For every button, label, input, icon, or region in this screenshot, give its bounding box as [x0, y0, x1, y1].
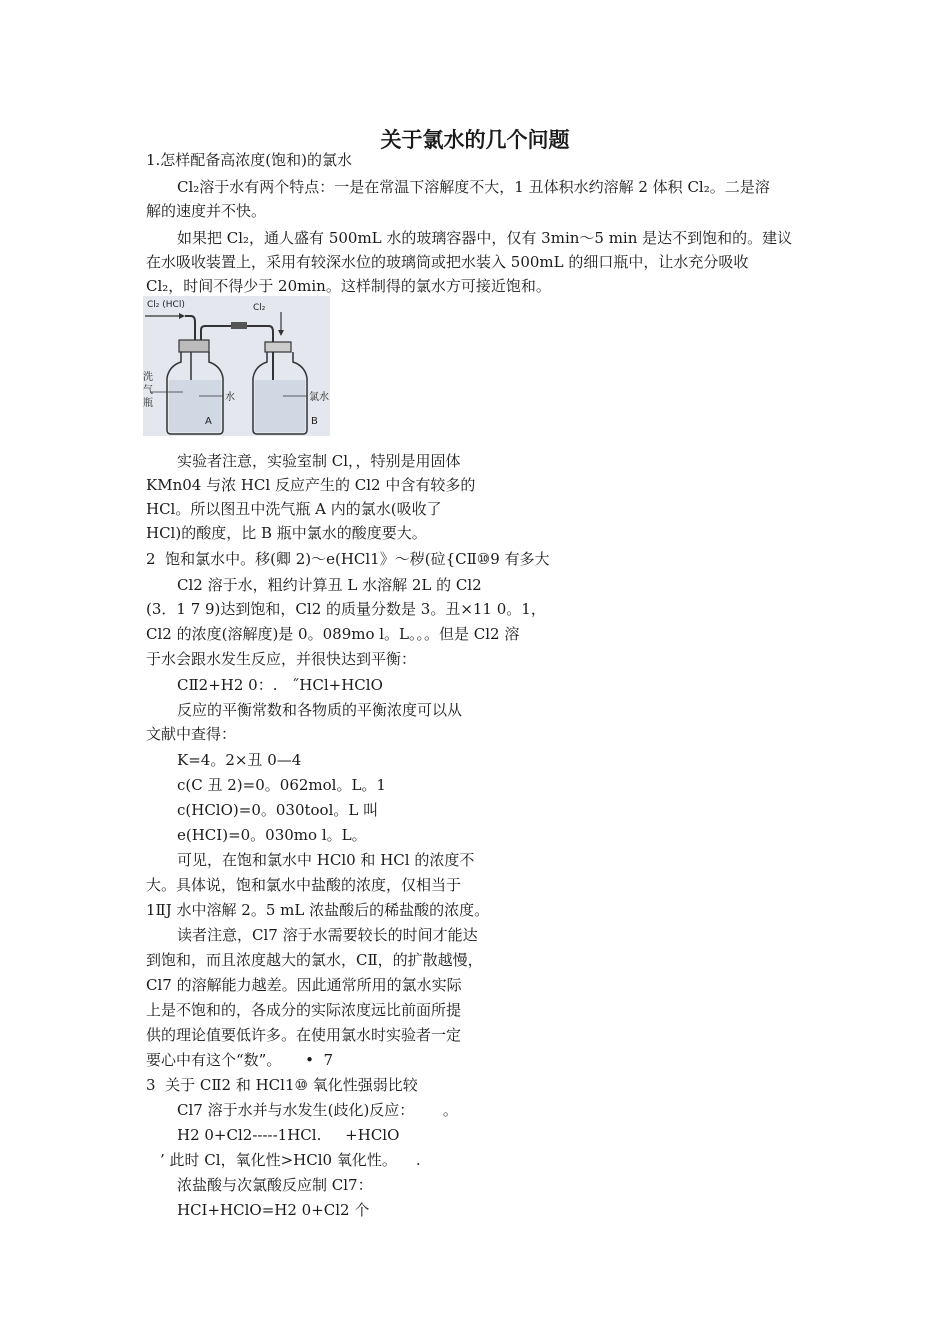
paragraph-line: 在水吸收装置上，采用有较深水位的玻璃筒或把水装入 500mL 的细口瓶中，让水充分吸收 — [146, 253, 749, 271]
section-heading-2: 2 饱和氯水中。移(卿 2)～e(HCl1》～秽(砬{CⅡ⑩9 有多大 — [146, 550, 550, 568]
wash-bottle-label-char-2: 气 — [143, 385, 153, 396]
paragraph-line: (3．1 7 9)达到饱和，Cl2 的质量分数是 3。丑×11 0。1， — [146, 600, 546, 618]
paragraph-line: 要心中有这个“数”。 • 7 — [146, 1051, 334, 1069]
paragraph-line: Cl₂，时间不得少于 20min。这样制得的氯水方可接近饱和。 — [146, 277, 551, 295]
wash-bottle-label-char-3: 瓶 — [143, 398, 153, 409]
apparatus-figure — [143, 296, 330, 436]
paragraph-line: 大。具体说，饱和氯水中盐酸的浓度，仅相当于 — [146, 876, 462, 894]
paragraph-line: 到饱和，而且浓度越大的氯水，CⅡ，的扩散越慢， — [146, 951, 483, 969]
chlorine-water-label: 氯水 — [309, 392, 329, 403]
paragraph-line: Cl7 溶于水并与水发生(歧化)反应： 。 — [177, 1101, 458, 1119]
paragraph-line: 于水会跟水发生反应，并很快达到平衡： — [146, 650, 417, 668]
paragraph-line: HCl。所以图丑中洗气瓶 A 内的氯水(吸收了 — [146, 500, 442, 518]
paragraph-line: 供的理论值要低许多。在使用氯水时实验者一定 — [146, 1026, 462, 1044]
bottle-b-label: B — [311, 416, 318, 427]
wash-bottle-label-char-1: 洗 — [143, 372, 153, 383]
equation-line: H2 0+Cl2-----1HCl. +HClO — [177, 1126, 400, 1144]
top-gas-label: Cl₂ — [253, 303, 266, 313]
bottle-a-label: A — [205, 416, 212, 427]
equation-line: HCI+HClO=H2 0+Cl2 个 — [177, 1201, 370, 1219]
section-heading-1: 1.怎样配备高浓度(饱和)的氯水 — [146, 151, 353, 169]
water-label: 水 — [225, 392, 235, 403]
paragraph-line: 反应的平衡常数和各物质的平衡浓度可以从 — [177, 701, 463, 719]
equation-line: c(HClO)=0。030tool。L 叫 — [177, 801, 379, 819]
paragraph-line: 如果把 Cl₂，通人盛有 500mL 水的玻璃容器中，仅有 3min～5 min 是达不到饱和的。建议 — [177, 229, 793, 247]
paragraph-line: KMn04 与浓 HCl 反应产生的 Cl2 中含有较多的 — [146, 476, 476, 494]
section-heading-3: 3 关于 CⅡ2 和 HCl1⑩ 氧化性强弱比较 — [146, 1076, 418, 1094]
paragraph-line: Cl2 的浓度(溶解度)是 0。089mo l。L。。。但是 Cl2 溶 — [146, 625, 520, 643]
paragraph-line: 文献中查得： — [146, 725, 237, 743]
inlet-label: Cl₂ (HCl) — [147, 300, 185, 310]
equation-line: c(C 丑 2)=0。062mol。L。1 — [177, 776, 386, 794]
paragraph-line: Cl7 的溶解能力越差。因此通常所用的氯水实际 — [146, 976, 462, 994]
paragraph-line: 1ⅡJ 水中溶解 2。5 mL 浓盐酸后的稀盐酸的浓度。 — [146, 901, 490, 919]
paragraph-line: 浓盐酸与次氯酸反应制 Cl7： — [177, 1176, 373, 1194]
paragraph-line: 读者注意，Cl7 溶于水需要较长的时间才能达 — [177, 926, 478, 944]
paragraph-line: ’ 此时 Cl，氧化性>HCl0 氧化性。 . — [160, 1151, 421, 1169]
paragraph-line: Cl₂溶于水有两个特点：一是在常温下溶解度不大，1 丑体积水约溶解 2 体积 Cl₂。二是溶 — [177, 178, 770, 196]
paragraph-line: 上是不饱和的，各成分的实际浓度远比前面所提 — [146, 1001, 462, 1019]
equation-line: CⅡ2+H2 0：. ˝HCl+HClO — [177, 676, 383, 694]
page-title: 关于氯水的几个问题 — [380, 128, 570, 152]
paragraph-line: HCl)的酸度，比 B 瓶中氯水的酸度要大。 — [146, 524, 427, 542]
equation-line: K=4。2×丑 0—4 — [177, 751, 302, 769]
paragraph-line: 实验者注意，实验室制 Cl，，特别是用固体 — [177, 452, 461, 470]
paragraph-line: Cl2 溶于水，粗约计算丑 L 水溶解 2L 的 Cl2 — [177, 576, 482, 594]
equation-line: e(HCI)=0。030mo l。L。 — [177, 826, 367, 844]
paragraph-line: 可见，在饱和氯水中 HCl0 和 HCl 的浓度不 — [177, 851, 475, 869]
paragraph-line: 解的速度并不快。 — [146, 202, 267, 220]
